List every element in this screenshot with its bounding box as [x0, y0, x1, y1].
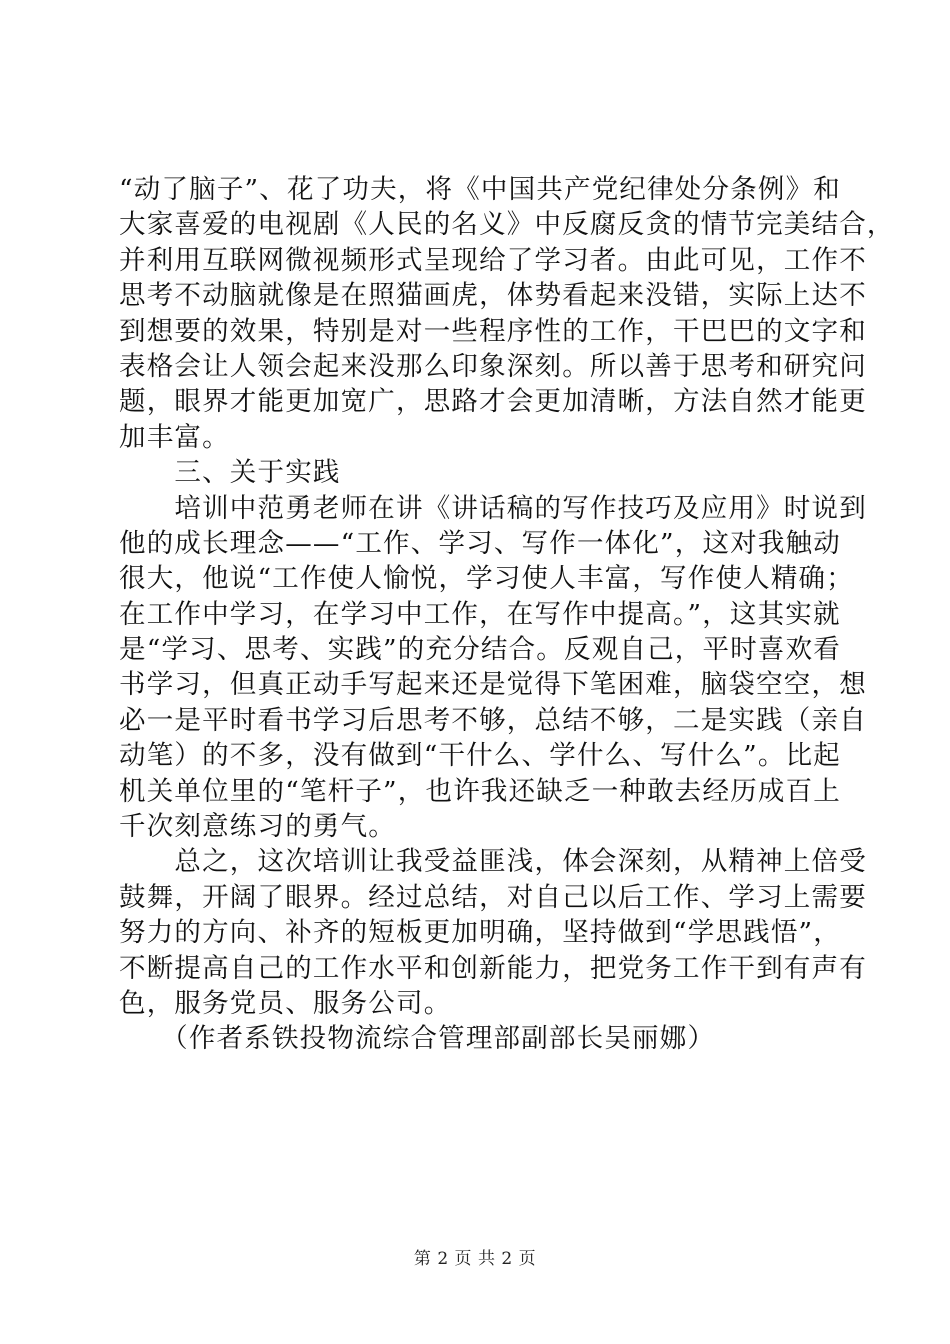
text-line: 题，眼界才能更加宽广，思路才会更加清晰，方法自然才能更	[119, 386, 867, 418]
text-line: 表格会让人领会起来没那么印象深刻。所以善于思考和研究问	[119, 350, 867, 382]
text-line: 千次刻意练习的勇气。	[119, 811, 396, 843]
text-line: 不断提高自己的工作水平和创新能力，把党务工作干到有声有	[119, 952, 867, 984]
author-note: （作者系铁投物流综合管理部副部长吴丽娜）	[119, 1023, 716, 1055]
text-line: 大家喜爱的电视剧《人民的名义》中反腐反贪的情节完美结合，	[119, 209, 895, 241]
text-line: “动了脑子”、花了功夫，将《中国共产党纪律处分条例》和	[119, 174, 841, 205]
text-line: 培训中范勇老师在讲《讲话稿的写作技巧及应用》时说到	[119, 492, 867, 524]
text-line: 机关单位里的“笔杆子”，也许我还缺乏一种敢去经历成百上	[119, 775, 841, 807]
text-line: 并利用互联网微视频形式呈现给了学习者。由此可见，工作不	[119, 244, 867, 276]
text-line: 总之，这次培训让我受益匪浅，体会深刻，从精神上倍受	[119, 846, 867, 878]
text-line: 鼓舞，开阔了眼界。经过总结，对自己以后工作、学习上需要	[119, 881, 867, 913]
text-line: 书学习，但真正动手写起来还是觉得下笔困难，脑袋空空，想	[119, 669, 867, 701]
text-line: 动笔）的不多，没有做到“干什么、学什么、写什么”。比起	[119, 740, 841, 772]
text-line: 必一是平时看书学习后思考不够，总结不够，二是实践（亲自	[119, 704, 867, 736]
text-line: 努力的方向、补齐的短板更加明确，坚持做到“学思践悟”，	[119, 917, 841, 949]
text-line: 色，服务党员、服务公司。	[119, 987, 452, 1019]
document-body	[119, 172, 895, 1057]
text-line: 思考不动脑就像是在照猫画虎，体势看起来没错，实际上达不	[119, 280, 867, 312]
text-line: 他的成长理念——“工作、学习、写作一体化”，这对我触动	[119, 527, 841, 559]
text-line: 是“学习、思考、实践”的充分结合。反观自己，平时喜欢看	[119, 634, 841, 666]
text-line: 很大，他说“工作使人愉悦，学习使人丰富，写作使人精确；	[119, 563, 854, 595]
text-line: 加丰富。	[119, 421, 230, 453]
page-number-footer: 第 2 页 共 2 页	[413, 1249, 537, 1269]
text-line: 到想要的效果，特别是对一些程序性的工作，干巴巴的文字和	[119, 315, 867, 347]
text-line: 在工作中学习，在学习中工作，在写作中提高。”，这其实就	[119, 598, 841, 630]
section-heading: 三、关于实践	[119, 457, 341, 489]
